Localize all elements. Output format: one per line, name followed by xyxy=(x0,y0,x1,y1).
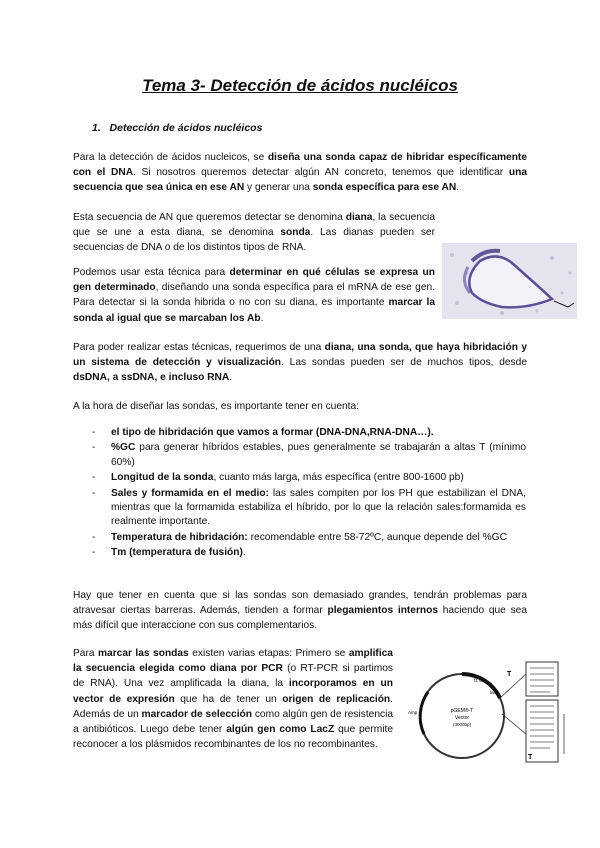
paragraph-marcaje: Para marcar las sondas existen varias etapas: Primero se amplifica la secuencia elegida como diana por PCR (o RT-PCR si partimos de RNA). Una vez amplificada la diana, la incorporamos en un vector de expresión que ha de tener un origen de replicación. Además de un marcador de selección como algún gen de resistencia a antibióticos. Luego debe tener algún gen como LacZ que permite reconocer a los plásmidos recombinantes de los no recombinantes. xyxy=(73,648,394,751)
design-considerations-list xyxy=(92,426,526,562)
list-item: - el tipo de hibridación que vamos a formar (DNA-DNA,RNA-DNA…). xyxy=(92,427,434,438)
paragraph-diana: Esta secuencia de AN que queremos detectar se denomina diana, la secuencia que se une a esta diana, se denomina sonda. Las dianas pueden ser secuencias de DNA o de los distintos tipos de RNA. xyxy=(73,212,435,254)
t-overhang-label-2: T xyxy=(528,754,533,761)
list-item: - Temperatura de hibridación: recomendable entre 58-72ºC, aunque depende del %GC xyxy=(92,531,507,543)
plasmid-name: pGEM®-T xyxy=(450,708,474,714)
paragraph-problemas: Hay que tener en cuenta que si las sondas son demasiado grandes, tendrán problemas para atravesar ciertas barreras. Además, tienden a formar plegamientos internos haciendo que sea más difícil que interaccione con sus complementarios. xyxy=(73,590,527,632)
tissue-micrograph-image xyxy=(442,243,577,319)
list-item: - Sales y formamida en el medio: las sales compiten por los PH que estabilizan el DNA, mientras que la formamida estabiliza el híbrido, por lo que la relación sales:formamida es realmente importante. xyxy=(92,487,526,528)
t-overhang-label: T xyxy=(507,671,512,678)
plasmid-vector-map xyxy=(404,654,578,772)
paragraph-intro: Para la detección de ácidos nucleicos, se diseña una sonda capaz de hibridar específicamente con el DNA. Si nosotros queremos detectar algún AN concreto, tenemos que identificar una secuencia que sea única en ese AN y generar una sonda específica para ese AN. xyxy=(73,152,527,194)
page-title: Tema 3- Detección de ácidos nucléicos xyxy=(142,76,458,95)
list-item: - Longitud de la sonda, cuanto más larga, más específica (entre 800-1600 pb) xyxy=(92,472,464,484)
section-heading xyxy=(92,122,262,134)
section-title: Detección de ácidos nucléicos xyxy=(109,122,263,134)
amp-label: Amp xyxy=(408,710,418,715)
list-item: - Tm (temperatura de fusión). xyxy=(92,547,246,559)
plasmid-size: (3000bp) xyxy=(452,722,472,727)
list-item: - %GC para generar híbridos estables, pues generalmente se trabajarán a altas T (mínimo 60%) xyxy=(92,442,526,468)
paragraph-diseno: A la hora de diseñar las sondas, es importante tener en cuenta: xyxy=(73,401,359,412)
plasmid-name2: Vector xyxy=(454,715,470,721)
paragraph-tecnica: Podemos usar esta técnica para determinar en qué células se expresa un gen determinado, diseñando una sonda específica para el mRNA de ese gen. Para detectar si la sonda hibrida o no con su diana, es importante marcar la sonda al igual que se marcaban los Ab. xyxy=(73,267,436,324)
lacz-label: lacZ xyxy=(490,690,499,695)
section-number: 1. xyxy=(92,122,101,134)
paragraph-requisitos: Para poder realizar estas técnicas, requerimos de una diana, una sonda, que haya hibridación y un sistema de detección y visualización. Las sondas pueden ser de muchos tipos, desde dsDNA, a ssDNA, e incluso RNA. xyxy=(73,342,528,384)
ori-label: f1 ori xyxy=(474,678,485,683)
